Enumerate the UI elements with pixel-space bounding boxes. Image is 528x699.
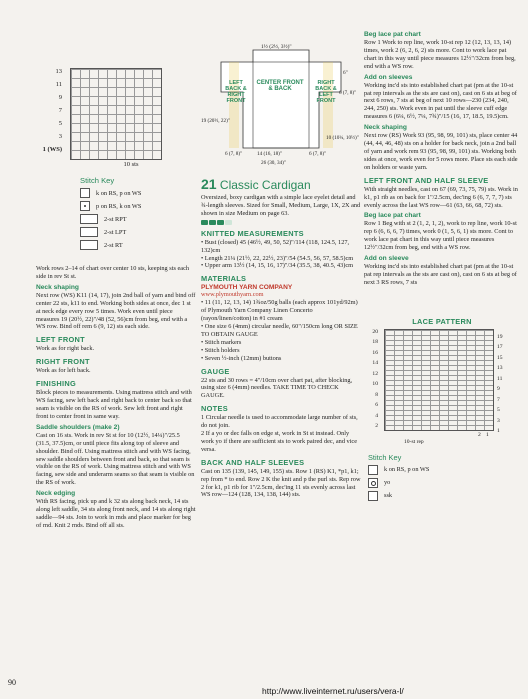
key-item: k on RS, p on WS	[36, 188, 196, 198]
column-left	[36, 0, 196, 530]
paragraph: Work as for left back.	[36, 367, 91, 375]
section-heading: Beg lace pat chart	[364, 31, 421, 38]
section-heading: LEFT FRONT	[36, 335, 85, 345]
section-heading: Neck edging	[36, 490, 76, 498]
lace-left-labels: 20 18 16 14 12 10 8 6 4 2	[372, 328, 378, 430]
key-item: 2-st RT	[36, 240, 196, 250]
chart-row-labels: 13 11 9 7 5 3 1 (WS)	[42, 68, 62, 153]
key-item: 2-st LPT	[36, 227, 196, 237]
lace-pattern-title: LACE PATTERN	[412, 316, 472, 326]
paragraph: Block pieces to measurements. Using mattress stitch and with WS facing, sew left back and right back to center back so that seam is visible on the RS of work. Sew left front and right front to center front in same way.	[36, 389, 192, 420]
schematic: 1½ (2½, 3½)" LEFT BACK & RIGHT FRONT CENTER FRONT & BACK RIGHT BACK & LEFT FRONT 19 (20½, 22)" 10 (10¼, 10½)" 6" 6 (7, 8)" 6 (7, 8)" 14 (16, 18)" 6 (7, 8)" 26 (30, 34)"	[201, 0, 361, 170]
chart-width-label: 10 sts	[123, 161, 139, 168]
section-heading: MATERIALS	[201, 274, 247, 284]
section-heading: RIGHT FRONT	[36, 357, 90, 367]
stitch-key-title: Stitch Key	[80, 176, 115, 185]
section-heading: LEFT FRONT AND HALF SLEEVE	[364, 175, 489, 185]
lace-chart: 20 18 16 14 12 10 8 6 4 2 19 17 15 13 11 9 7 5 3 1 2 1 10-st rep	[364, 327, 520, 449]
lace-key-title: Stitch Key	[368, 452, 402, 462]
section-heading: FINISHING	[36, 379, 77, 389]
skill-level-bar	[201, 220, 361, 225]
lace-right-labels: 19 17 15 13 11 9 7 5 3 1	[497, 333, 503, 435]
key-item: ssk	[364, 491, 520, 501]
paragraph: Next row (WS) K11 (14, 17), join 2nd ball of yarn and bind off center 22 sts, k11 to end. Working both sides at once, dec 1 st at neck edge every row 5 times. Work even until piece measures 19 (20½, 22)"/48 (52, 56)cm from beg, end with a WS row. Bind off rem 6 (9, 12) sts each side.	[36, 291, 196, 331]
yo-icon	[368, 478, 378, 488]
column-middle: 1½ (2½, 3½)" LEFT BACK & RIGHT FRONT CENTER FRONT & BACK RIGHT BACK & LEFT FRONT 19 (20½, 22)" 10 (10¼, 10½)" 6" 6 (7, 8)" 6 (7, 8)" 14 (16, 18)" 6 (7, 8)" 26 (30, 34)" 21 Classic Cardigan Oversized, boxy cardigan with a simple lace eyelet detail and ¾-length sleeves. Sized for Small, Medium, Large, 1X, 2X and shown in size Medium on page 63. KNITTED MEASUREMENTS • Bust (closed) 45 (46½, 49, 50, 52)"/114 (118, 124.5, 127, 132)cm • Length 21¼ (21½, 22, 22½, 23)"/54 (54.5, 56, 57, 58.5)cm • Upper arm 13½ (14, 15, 16, 17)"/34 (35.5, 38, 40.5, 43)cm MATERIALS PLYMOUTH YARN COMPANY www.plymouthyarn.com • 11 (11, 12, 13, 14) 1¾oz/50g balls (each approx 101yd/92m) of Plymouth Yarn Company Linen Concerto (rayon/linen/cotton) in #1 cream • One size 6 (4mm) circular needle, 60"/150cm long OR SIZE TO OBTAIN GAUGE • Stitch markers • Stitch holders • Seven ½-inch (12mm) buttons GAUGE 22 sts and 30 rows = 4"/10cm over chart pat, after blocking, using size 6 (4mm) needles. TAKE TIME TO CHECK GAUGE. NOTES 1 Circular needle is used to accommodate large number of sts, do not join. 2 If a yo or dec falls on edge st, work in St st instead. Only work yo if there are sufficient sts to work paired dec, and vice versa. BACK AND HALF SLEEVES Cast on 135 (139, 145, 149, 155) sts. Row 1 (RS) K1, *p1, k1; rep from * to end. Row 2 K the knit and p the purl sts. Rep row 2 for k1, p1 rib for 1"/2.5cm, dec'ing 11 sts evenly across last WS row—124 (128, 134, 138, 144) sts.	[201, 0, 361, 499]
lpt-icon	[80, 227, 98, 237]
paragraph: Work rows 2–14 of chart over center 10 sts, keeping sts each side in rev St st.	[36, 265, 190, 280]
key-item: k on RS, p on WS	[364, 465, 520, 475]
ssk-icon	[368, 491, 378, 501]
pattern-title: 21 Classic Cardigan	[201, 176, 311, 192]
paragraph: With RS facing, pick up and k 32 sts along back neck, 14 sts along left saddle, 34 sts along front neck, and 14 sts along right saddle—94 sts. Join to work in rnds and place marker for beg of rnd. Knit 2 rnds. Bind off all sts.	[36, 498, 196, 529]
lace-grid	[384, 329, 494, 431]
chart-grid	[70, 68, 162, 160]
key-item: yo	[364, 478, 520, 488]
rpt-icon	[80, 214, 98, 224]
section-heading: Add on sleeves	[364, 73, 413, 81]
watermark-url: http://www.liveinternet.ru/users/vera-l/	[262, 686, 404, 696]
section-heading: NOTES	[201, 404, 228, 414]
section-heading: BACK AND HALF SLEEVES	[201, 457, 305, 467]
paragraph: Work as for right back.	[36, 345, 95, 353]
swatch-icon	[80, 188, 90, 198]
section-heading: GAUGE	[201, 366, 230, 376]
section-heading: Beg lace pat chart	[364, 212, 421, 220]
section-heading: Neck shaping	[36, 283, 79, 291]
section-heading: KNITTED MEASUREMENTS	[201, 228, 304, 238]
column-right: Beg lace pat chart Row 1 Work to rep line, work 10-st rep 12 (12, 13, 13, 14) times, work 2 (6, 2, 6, 2) sts more. Cont to work lace pat chart in this way until piece measures 12½"/32cm from beg, end with a WS row. Add on sleeves Working inc'd sts into established chart pat (pm at the 10-st pat rep intervals as the sts are cast on), cast on 6 sts at beg of next 6 rows, 7 sts at beg of next 10 rows—230 (234, 240, 244, 250) sts. Work even in pat until the sleeve cuff edge measures 6 (6¼, 6½, 7¼, 7¾)"/15 (16, 17, 18.5, 19.5)cm. Neck shaping Next row (RS) Work 93 (95, 98, 99, 101) sts, place center 44 (44, 44, 46, 48) sts on a holder for back neck, join a 2nd ball of yarn and work rem 93 (95, 98, 99, 101) sts. Working both sides at once, work even for 5 rows more. Place sts each side on holders or waste yarn. LEFT FRONT AND HALF SLEEVE With straight needles, cast on 67 (69, 73, 75, 79) sts. Work in k1, p1 rib as on back for 1"/2.5cm, dec'ing 6 (6, 7, 7, 7) sts evenly across the last WS row—61 (63, 66, 68, 72) sts. Beg lace pat chart Row 1 Beg with st 2 (1, 2, 1, 2), work to rep line, work 10-st rep 6 (6, 6, 6, 7) times, work 0 (1, 5, 6, 1) sts more. Cont to work lace pat chart in this way until piece measures 12½"/32cm from beg, end with a WS row. Add on sleeve Working inc'd sts into established chart pat (pm at the 10-st pat rep intervals as the sts are cast on), cast on 6 sts at beg of next 3 RS rows, 7 sts LACE PATTERN 20 18 16 14 12 10 8 6 4 2 19 17 15 13 11 9 7 5 3 1 2 1 10-st rep Stitch Key k on RS, p on WS yo ssk	[364, 28, 520, 504]
swatch-icon	[368, 465, 378, 475]
page-number: 90	[8, 678, 16, 687]
rt-icon	[80, 240, 98, 250]
section-heading: Saddle shoulders (make 2)	[36, 423, 120, 431]
section-heading: Add on sleeve	[364, 255, 409, 263]
cable-chart	[36, 68, 196, 163]
swatch-icon	[80, 201, 90, 211]
section-heading: Neck shaping	[364, 124, 407, 132]
key-item: p on RS, k on WS	[36, 201, 196, 211]
intro: Oversized, boxy cardigan with a simple lace eyelet detail and ¾-length sleeves. Sized for Small, Medium, Large, 1X, 2X and shown in size Medium on page 63.	[201, 194, 361, 217]
paragraph: Cast on 16 sts. Work in rev St st for 10 (12½, 14¼)"/25.5 (31.5, 37.5)cm, or until piece fits along top of sleeve and shoulder. Bind off. Using mattress stitch and with WS facing, sew saddle shoulders between front and back, so that seam is visible on the RS of work. Using mattress stitch and with WS facing, sew side and underarm seams so that seam is visible on the RS of work.	[36, 431, 195, 487]
key-item: 2-st RPT	[36, 214, 196, 224]
